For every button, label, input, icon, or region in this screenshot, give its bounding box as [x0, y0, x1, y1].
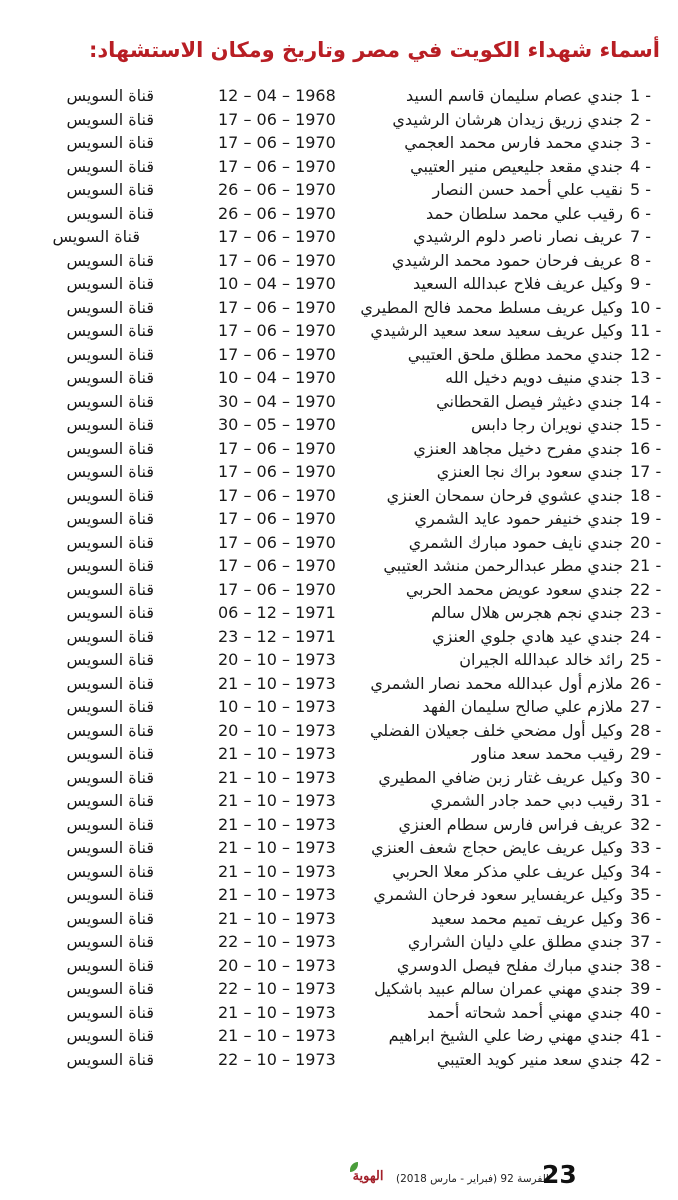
martyr-place: قناة السويس	[66, 344, 154, 364]
martyrs-list	[0, 84, 678, 1071]
row-number: 24 -	[630, 626, 662, 646]
martyr-place: قناة السويس	[66, 744, 154, 763]
martyr-date: 20 – 10 – 1973	[218, 720, 336, 740]
martyr-date: 21 – 10 – 1973	[218, 1002, 336, 1022]
martyr-name: جندي مهني أحمد شحاته أحمد	[427, 1002, 623, 1022]
martyr-place: قناة السويس	[66, 720, 154, 740]
list-item	[0, 883, 678, 907]
martyr-place: قناة السويس	[66, 1049, 154, 1069]
martyr-place: قناة السويس	[66, 321, 154, 340]
martyr-date: 17 – 06 – 1970	[218, 321, 336, 340]
row-number: 37 -	[630, 932, 662, 951]
martyr-place: قناة السويس	[66, 861, 154, 881]
martyr-date: 21 – 10 – 1973	[218, 1026, 336, 1045]
row-number: 32 -	[630, 814, 662, 834]
list-item	[0, 695, 678, 719]
row-number: 15 -	[630, 415, 662, 434]
martyr-place: قناة السويس	[66, 203, 154, 223]
martyr-date: 17 – 06 – 1970	[218, 297, 336, 317]
row-number: 27 -	[630, 697, 662, 716]
martyr-name: جندي دغيثر فيصل القحطاني	[436, 391, 623, 411]
list-item	[0, 178, 678, 202]
row-number: 39 -	[630, 979, 662, 998]
martyr-place: قناة السويس	[66, 603, 154, 622]
list-item	[0, 390, 678, 414]
martyr-place: قناة السويس	[66, 1026, 154, 1045]
martyr-date: 12 – 04 – 1968	[218, 86, 336, 105]
martyr-place: قناة السويس	[66, 908, 154, 928]
logo-text: الهوية	[352, 1169, 384, 1184]
martyr-name: جندي نجم هجرس هلال سالم	[431, 603, 623, 622]
row-number: 36 -	[630, 908, 662, 928]
martyr-date: 10 – 10 – 1973	[218, 697, 336, 716]
martyr-name: جندي نايف حمود مبارك الشمري	[408, 532, 623, 552]
list-item	[0, 225, 678, 249]
list-item	[0, 1001, 678, 1025]
list-item	[0, 484, 678, 508]
martyr-name: وكيل عريف سعيد سعد سعيد الرشيدي	[370, 321, 623, 340]
martyr-name: وكيل عريف غتار زبن ضافي المطيري	[378, 767, 623, 787]
martyr-place: قناة السويس	[66, 109, 154, 129]
martyr-date: 21 – 10 – 1973	[218, 861, 336, 881]
martyr-date: 30 – 05 – 1970	[218, 415, 336, 434]
row-number: 19 -	[630, 509, 662, 528]
martyr-place: قناة السويس	[66, 86, 154, 105]
row-number: 6 -	[630, 203, 652, 223]
list-item	[0, 672, 678, 696]
row-number: 28 -	[630, 720, 662, 740]
list-item	[0, 813, 678, 837]
row-number: 9 -	[630, 274, 652, 293]
row-number: 1 -	[630, 86, 652, 105]
row-number: 16 -	[630, 438, 662, 458]
row-number: 42 -	[630, 1049, 662, 1069]
martyr-name: عريف فرحان حمود محمد الرشيدي	[391, 250, 623, 270]
martyr-date: 21 – 10 – 1973	[218, 744, 336, 763]
list-item	[0, 84, 678, 108]
list-item	[0, 719, 678, 743]
martyr-date: 17 – 06 – 1970	[218, 485, 336, 505]
list-item	[0, 531, 678, 555]
row-number: 30 -	[630, 767, 662, 787]
row-number: 2 -	[630, 109, 652, 129]
page-title: أسماء شهداء الكويت في مصر وتاريخ ومكان الاستشهاد:	[89, 38, 660, 62]
list-item	[0, 296, 678, 320]
martyr-name: ملازم علي صالح سليمان الفهد	[422, 697, 623, 716]
list-item	[0, 742, 678, 766]
list-item	[0, 343, 678, 367]
martyr-date: 17 – 06 – 1970	[218, 109, 336, 129]
martyr-place: قناة السويس	[66, 673, 154, 693]
martyr-name: وكيل عريف تميم محمد سعيد	[430, 908, 623, 928]
martyr-date: 23 – 12 – 1971	[218, 626, 336, 646]
martyr-date: 21 – 10 – 1973	[218, 908, 336, 928]
martyr-date: 21 – 10 – 1973	[218, 791, 336, 810]
list-item	[0, 507, 678, 531]
martyr-name: جندي عصام سليمان قاسم السيد	[406, 86, 623, 105]
martyr-place: قناة السويس	[66, 156, 154, 176]
martyr-name: جندي مهني عمران سالم عبيد باشكيل	[374, 979, 623, 998]
martyr-name: جندي خنيفر حمود عايد الشمري	[414, 509, 623, 528]
martyr-place: قناة السويس	[66, 415, 154, 434]
martyr-place: قناة السويس	[66, 485, 154, 505]
martyr-place: قناة السويس	[66, 391, 154, 411]
row-number: 3 -	[630, 133, 652, 152]
list-item	[0, 601, 678, 625]
martyr-name: عريف فراس فارس سطام العنزي	[398, 814, 623, 834]
list-item	[0, 319, 678, 343]
martyr-place: قناة السويس	[66, 462, 154, 481]
row-number: 12 -	[630, 344, 662, 364]
page-number: 23	[542, 1160, 577, 1189]
martyr-name: وكيل عريفساير سعود فرحان الشمري	[373, 885, 623, 904]
martyr-date: 06 – 12 – 1971	[218, 603, 336, 622]
martyr-place: قناة السويس	[66, 250, 154, 270]
martyr-place: قناة السويس	[66, 368, 154, 387]
list-item	[0, 836, 678, 860]
martyr-name: رقيب دبي حمد جادر الشمري	[430, 791, 623, 810]
martyr-name: جندي عشوي فرحان سمحان العنزي	[386, 485, 623, 505]
list-item	[0, 460, 678, 484]
martyr-place: قناة السويس	[66, 579, 154, 599]
row-number: 22 -	[630, 579, 662, 599]
martyr-name: جندي سعود عويض محمد الحربي	[405, 579, 623, 599]
list-item	[0, 907, 678, 931]
martyr-date: 22 – 10 – 1973	[218, 932, 336, 951]
martyr-place: قناة السويس	[66, 767, 154, 787]
row-number: 13 -	[630, 368, 662, 387]
martyr-place: قناة السويس	[66, 626, 154, 646]
martyr-name: جندي عيد هادي جلوي العنزي	[432, 626, 623, 646]
martyr-name: وكيل عريف عايض حجاج شعف العنزي	[371, 838, 623, 857]
martyr-name: وكيل عريف فلاح عبدالله السعيد	[412, 274, 623, 293]
list-item	[0, 202, 678, 226]
row-number: 5 -	[630, 180, 652, 199]
martyr-name: رقيب محمد سعد مناور	[472, 744, 623, 763]
row-number: 31 -	[630, 791, 662, 810]
list-item	[0, 437, 678, 461]
list-item	[0, 1048, 678, 1072]
martyr-place: قناة السويس	[66, 180, 154, 199]
martyr-place: قناة السويس	[66, 650, 154, 669]
martyr-name: جندي مطلق علي دليان الشراري	[407, 932, 623, 951]
list-item	[0, 108, 678, 132]
martyr-date: 17 – 06 – 1970	[218, 532, 336, 552]
martyr-name: وكيل عريف علي مذكر معلا الحربي	[392, 861, 623, 881]
row-number: 23 -	[630, 603, 662, 622]
martyr-place: قناة السويس	[66, 438, 154, 458]
list-item	[0, 954, 678, 978]
martyr-name: جندي زريق زيدان هرشان الرشيدي	[392, 109, 623, 129]
list-item	[0, 578, 678, 602]
martyr-place: قناة السويس	[66, 274, 154, 293]
issue-label: الفرسة 92 (فبراير - مارس 2018)	[396, 1173, 549, 1185]
martyr-place: قناة السويس	[66, 532, 154, 552]
row-number: 33 -	[630, 838, 662, 857]
martyr-place: قناة السويس	[66, 885, 154, 904]
martyr-date: 17 – 06 – 1970	[218, 509, 336, 528]
martyr-date: 21 – 10 – 1973	[218, 767, 336, 787]
martyr-name: وكيل أول مضحي خلف جعيلان الفضلي	[369, 720, 623, 740]
list-item	[0, 366, 678, 390]
row-number: 26 -	[630, 673, 662, 693]
martyr-date: 17 – 06 – 1970	[218, 438, 336, 458]
row-number: 11 -	[630, 321, 662, 340]
martyr-date: 17 – 06 – 1970	[218, 556, 336, 575]
martyr-place: قناة السويس	[66, 133, 154, 152]
row-number: 35 -	[630, 885, 662, 904]
row-number: 17 -	[630, 462, 662, 481]
list-item	[0, 155, 678, 179]
martyr-date: 21 – 10 – 1973	[218, 814, 336, 834]
martyr-place: قناة السويس	[66, 955, 154, 975]
martyr-name: جندي سعود براك نجا العنزي	[436, 462, 623, 481]
martyr-place: قناة السويس	[66, 697, 154, 716]
martyr-name: رائد خالد عبدالله الجيران	[459, 650, 623, 669]
list-item	[0, 131, 678, 155]
list-item	[0, 249, 678, 273]
magazine-logo	[348, 1162, 388, 1192]
row-number: 4 -	[630, 156, 652, 176]
martyr-name: جندي مقعد جليعيص منير العتيبي	[410, 156, 623, 176]
martyr-date: 30 – 04 – 1970	[218, 391, 336, 411]
martyr-date: 21 – 10 – 1973	[218, 885, 336, 904]
row-number: 29 -	[630, 744, 662, 763]
martyr-name: جندي محمد فارس محمد العجمي	[404, 133, 623, 152]
row-number: 40 -	[630, 1002, 662, 1022]
martyr-name: جندي نويران رجا دابس	[470, 415, 623, 434]
list-item	[0, 413, 678, 437]
row-number: 20 -	[630, 532, 662, 552]
list-item	[0, 789, 678, 813]
row-number: 10 -	[630, 297, 662, 317]
martyr-name: جندي مفرح دخيل مجاهد العنزي	[413, 438, 623, 458]
list-item	[0, 625, 678, 649]
martyr-name: جندي مهني رضا علي الشيخ ابراهيم	[388, 1026, 623, 1045]
martyr-name: وكيل عريف مسلط محمد فالح المطيري	[360, 297, 623, 317]
martyr-date: 26 – 06 – 1970	[218, 180, 336, 199]
martyr-name: جندي منيف دويم دخيل الله	[445, 368, 623, 387]
martyr-name: جندي سعد منير كويد العتيبي	[436, 1049, 623, 1069]
martyr-date: 17 – 06 – 1970	[218, 227, 336, 246]
martyr-date: 17 – 06 – 1970	[218, 156, 336, 176]
martyr-place: قناة السويس	[66, 556, 154, 575]
martyr-date: 10 – 04 – 1970	[218, 368, 336, 387]
martyr-date: 21 – 10 – 1973	[218, 673, 336, 693]
page-footer	[0, 1160, 678, 1196]
row-number: 34 -	[630, 861, 662, 881]
martyr-date: 10 – 04 – 1970	[218, 274, 336, 293]
martyr-place: قناة السويس	[66, 791, 154, 810]
list-item	[0, 1024, 678, 1048]
martyr-date: 17 – 06 – 1970	[218, 250, 336, 270]
martyr-name: جندي محمد مطلق ملحق العتيبي	[407, 344, 623, 364]
martyr-name: جندي مطر عبدالرحمن منشد العتيبي	[383, 556, 623, 575]
row-number: 38 -	[630, 955, 662, 975]
martyr-date: 17 – 06 – 1970	[218, 462, 336, 481]
martyr-name: رقيب علي محمد سلطان حمد	[426, 203, 623, 223]
row-number: 25 -	[630, 650, 662, 669]
martyr-place: قناة السويس	[66, 509, 154, 528]
list-item	[0, 860, 678, 884]
row-number: 7 -	[630, 227, 652, 246]
martyr-place: قناة السويس	[66, 932, 154, 951]
row-number: 41 -	[630, 1026, 662, 1045]
martyr-date: 17 – 06 – 1970	[218, 579, 336, 599]
martyr-date: 17 – 06 – 1970	[218, 133, 336, 152]
list-item	[0, 977, 678, 1001]
martyr-name: جندي مبارك مفلح فيصل الدوسري	[396, 955, 623, 975]
martyr-place: قناة السويس	[66, 1002, 154, 1022]
martyr-date: 17 – 06 – 1970	[218, 344, 336, 364]
martyr-date: 20 – 10 – 1973	[218, 955, 336, 975]
list-item	[0, 272, 678, 296]
martyr-name: نقيب علي أحمد حسن النصار	[432, 180, 623, 199]
row-number: 18 -	[630, 485, 662, 505]
row-number: 14 -	[630, 391, 662, 411]
martyr-date: 22 – 10 – 1973	[218, 1049, 336, 1069]
martyr-place: قناة السويس	[52, 227, 140, 246]
martyr-place: قناة السويس	[66, 814, 154, 834]
martyr-date: 21 – 10 – 1973	[218, 838, 336, 857]
martyr-place: قناة السويس	[66, 979, 154, 998]
martyr-place: قناة السويس	[66, 297, 154, 317]
martyr-place: قناة السويس	[66, 838, 154, 857]
martyr-date: 22 – 10 – 1973	[218, 979, 336, 998]
list-item	[0, 930, 678, 954]
list-item	[0, 766, 678, 790]
martyr-name: عريف نصار ناصر دلوم الرشيدي	[413, 227, 623, 246]
list-item	[0, 554, 678, 578]
martyr-name: ملازم أول عبدالله محمد نصار الشمري	[370, 673, 623, 693]
martyr-date: 26 – 06 – 1970	[218, 203, 336, 223]
row-number: 21 -	[630, 556, 662, 575]
row-number: 8 -	[630, 250, 652, 270]
martyr-date: 20 – 10 – 1973	[218, 650, 336, 669]
list-item	[0, 648, 678, 672]
